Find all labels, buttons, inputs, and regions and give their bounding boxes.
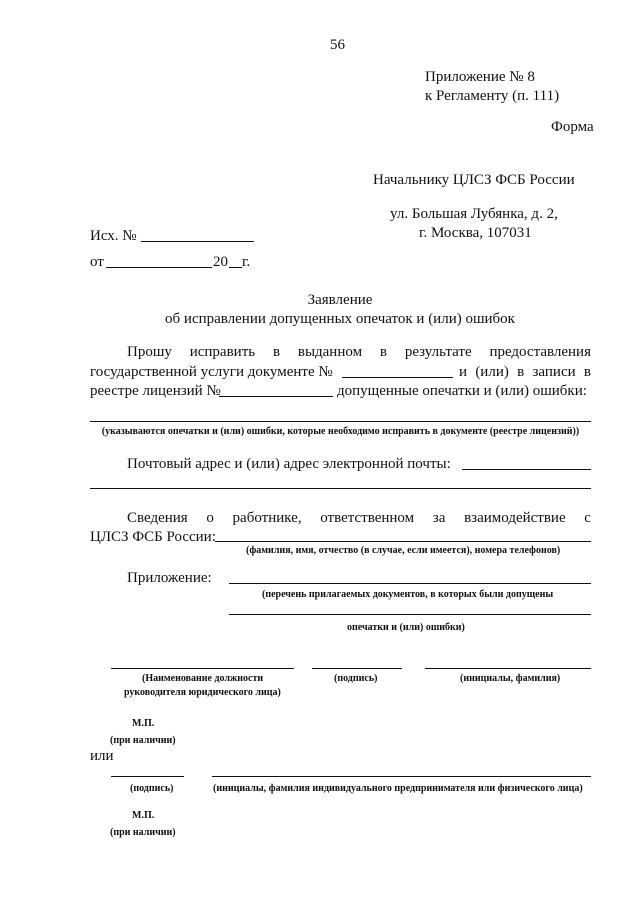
- errors-hint: (указываются опечатки и (или) ошибки, которые необходимо исправить в документе (реестре лицензий)): [101, 426, 580, 437]
- initials-hint: (инициалы, фамилия): [460, 673, 561, 684]
- body-line-3a: реестре лицензий №: [90, 383, 221, 399]
- attachment-hint-1: (перечень прилагаемых документов, в которых были допущены: [262, 589, 554, 600]
- contacts-field-extra[interactable]: [90, 488, 591, 489]
- body-line-3b: допущенные опечатки и (или) ошибки:: [337, 383, 587, 399]
- document-title: Заявление: [307, 292, 373, 308]
- body-line-2a: государственной услуги документе №: [90, 364, 333, 380]
- body-word: в: [272, 344, 281, 360]
- body-word: (или): [475, 364, 509, 380]
- position-field[interactable]: [111, 668, 294, 669]
- appendix-number: Приложение № 8: [425, 69, 535, 85]
- stamp-label-2: М.П.: [132, 810, 155, 821]
- body-word: исправить: [189, 344, 256, 360]
- attachment-field-extra[interactable]: [229, 614, 591, 615]
- body-word: предоставления: [489, 344, 591, 360]
- signature-hint-2: (подпись): [130, 783, 174, 794]
- contacts-label: Почтовый адрес и (или) адрес электронной почты:: [127, 456, 451, 472]
- position-hint-2: руководителя юридического лица): [124, 687, 281, 698]
- body-line-1: [127, 344, 591, 361]
- body-word: записи: [532, 364, 576, 380]
- initials-field-2[interactable]: [212, 776, 591, 777]
- body-word: в: [379, 344, 387, 360]
- attachment-label: Приложение:: [127, 570, 212, 586]
- errors-field[interactable]: [90, 421, 591, 422]
- body-word: в: [517, 364, 525, 380]
- appendix-reference: к Регламенту (п. 111): [425, 88, 560, 104]
- stamp-label: М.П.: [132, 718, 155, 729]
- employee-word: с: [584, 510, 591, 526]
- stamp-note: (при наличии): [110, 735, 176, 746]
- employee-word: взаимодействие: [464, 510, 566, 526]
- date-year-suffix: г.: [242, 254, 251, 270]
- attachment-field[interactable]: [229, 583, 591, 584]
- employee-word: за: [432, 510, 446, 526]
- employee-line-1: [127, 510, 591, 527]
- signature-hint: (подпись): [334, 673, 378, 684]
- date-year-field[interactable]: [229, 267, 242, 268]
- employee-word: Сведения: [127, 510, 188, 526]
- date-prefix: от: [90, 254, 104, 270]
- addressee-street: ул. Большая Лубянка, д. 2,: [390, 206, 558, 222]
- stamp-note-2: (при наличии): [110, 827, 176, 838]
- initials-field[interactable]: [425, 668, 591, 669]
- or-separator: или: [90, 748, 114, 764]
- body-word: и: [459, 364, 468, 380]
- outgoing-ref-field[interactable]: [141, 241, 254, 242]
- license-registry-number-field[interactable]: [219, 396, 333, 397]
- employee-word: работнике,: [232, 510, 302, 526]
- body-word: результате: [404, 344, 472, 360]
- addressee-city: г. Москва, 107031: [419, 225, 532, 241]
- form-label: Форма: [551, 119, 594, 135]
- date-year-prefix: 20: [213, 254, 228, 270]
- contacts-field[interactable]: [462, 469, 591, 470]
- signature-field-2[interactable]: [111, 776, 184, 777]
- employee-word: о: [206, 510, 214, 526]
- position-hint-1: (Наименование должности: [142, 673, 264, 684]
- employee-hint: (фамилия, имя, отчество (в случае, если имеется), номера телефонов): [246, 545, 561, 556]
- body-line-2b: [459, 364, 591, 381]
- employee-org-label: ЦЛСЗ ФСБ России:: [90, 529, 216, 545]
- signature-field[interactable]: [312, 668, 402, 669]
- date-day-month-field[interactable]: [106, 267, 212, 268]
- initials-hint-2: (инициалы, фамилия индивидуального предпринимателя или физического лица): [213, 783, 583, 794]
- document-subtitle: об исправлении допущенных опечаток и (или) ошибок: [165, 311, 515, 327]
- body-word: Прошу: [127, 344, 172, 360]
- body-word: в: [583, 364, 591, 380]
- body-word: выданном: [297, 344, 363, 360]
- employee-field[interactable]: [215, 541, 591, 542]
- page-number: 56: [330, 37, 345, 53]
- document-number-field[interactable]: [342, 377, 453, 378]
- addressee-name: Начальнику ЦЛСЗ ФСБ России: [373, 172, 575, 188]
- outgoing-ref-label: Исх. №: [90, 228, 137, 244]
- attachment-hint-2: опечатки и (или) ошибки): [347, 622, 465, 633]
- employee-word: ответственном: [320, 510, 415, 526]
